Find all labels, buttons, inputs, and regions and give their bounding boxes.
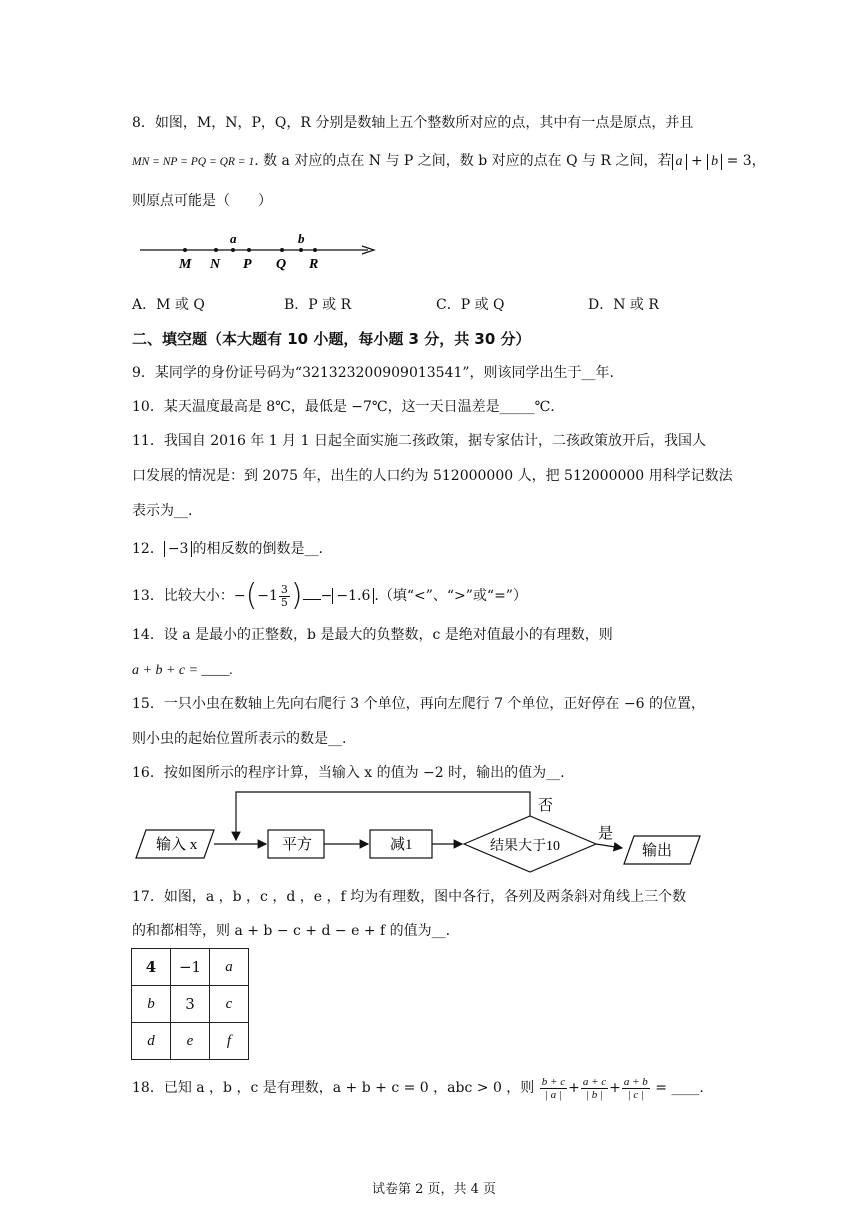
axis-label-b: b xyxy=(298,231,305,246)
section-heading: 二、填空题（本大题有 10 小题，每小题 3 分，共 30 分） xyxy=(132,330,531,348)
axis-point-P xyxy=(247,248,251,252)
q16-flowchart xyxy=(130,786,710,876)
q14-line2: a + b + c = ____. xyxy=(132,663,234,678)
axis-point-N xyxy=(214,248,218,252)
axis-label-N: N xyxy=(210,257,221,272)
q16-text: 16．按如图所示的程序计算，当输入 x 的值为 −2 时，输出的值为__. xyxy=(132,765,565,781)
grid-cell: 4 xyxy=(132,949,171,986)
q8-equation: MN = NP = PQ = QR = 1 xyxy=(132,156,255,168)
grid-cell: 3 xyxy=(171,986,210,1023)
q8-condition: . 数 a 对应的点在 N 与 P 之间，数 b 对应的点在 Q 与 R 之间，若 xyxy=(254,153,672,169)
page-footer: 试卷第 2 页，共 4 页 xyxy=(371,1182,497,1197)
grid-cell: e xyxy=(171,1023,210,1060)
q8-number-line xyxy=(130,228,390,276)
q18-fraction-3: $\frac{a + b}{| c |}$ xyxy=(623,1075,648,1101)
q8-option-d: D．N 或 R xyxy=(588,297,659,313)
axis-point-Q xyxy=(280,248,284,252)
q9: 9．某同学的身份证号码为“321323200909013541”，则该同学出生于__年. xyxy=(132,365,615,381)
q12: 12． −3 的相反数的倒数是__. xyxy=(132,541,323,557)
square-label: 平方 xyxy=(282,837,313,853)
axis-point-M xyxy=(183,248,187,252)
q8-option-b: B．P 或 R xyxy=(284,297,352,313)
q12-abs: −3 xyxy=(164,541,193,557)
axis-label-a: a xyxy=(230,231,237,246)
grid-cell: f xyxy=(210,1023,249,1060)
decision-label: 结果大于10 xyxy=(490,839,560,854)
grid-cell: a xyxy=(210,949,249,986)
no-label: 否 xyxy=(538,798,554,814)
q8-line1: 8．如图，M，N，P，Q，R 分别是数轴上五个整数所对应的点，其中有一点是原点，并且 xyxy=(132,115,694,131)
q17-line2: 的和都相等，则 a + b − c + d − e + f 的值为__. xyxy=(132,923,451,939)
axis-point-b xyxy=(299,248,303,252)
q18-fraction-2: $\frac{a + c}{| b |}$ xyxy=(582,1075,607,1101)
q14-line1: 14．设 a 是最小的正整数，b 是最大的负整数，c 是绝对值最小的有理数，则 xyxy=(132,627,613,643)
q13-fraction: $\frac{3}{5}$ xyxy=(280,582,288,609)
grid-cell: −1 xyxy=(171,949,210,986)
q17-line1: 17．如图，a ，b ，c ，d ，e ，f 均为有理数，图中各行，各列及两条斜对角线上三个数 xyxy=(132,889,687,905)
q8-abs-b: b xyxy=(707,154,722,170)
q18: 18．已知 a ，b ，c 是有理数，a + b + c = 0 ，abc > 0 ，则 $\frac{b + c}{| a |}$ + $\frac{a + c}{| b |}$ + $\frac{a + b}{| c |}$ = ____. xyxy=(132,1075,704,1101)
q8-line2: MN = NP = PQ = QR = 1. 数 a 对应的点在 N 与 P 之间，数 b 对应的点在 Q 与 R 之间，若 a + b = 3， xyxy=(132,153,766,169)
input-label: 输入 x xyxy=(156,837,198,853)
q15-line1: 15．一只小虫在数轴上先向右爬行 3 个单位，再向左爬行 7 个单位，正好停在 −6 的位置， xyxy=(132,696,705,712)
grid-cell: c xyxy=(210,986,249,1023)
q8-line3: 则原点可能是（ ） xyxy=(132,193,272,209)
q10: 10．某天温度最高是 8℃，最低是 −7℃，这一天日温差是_____℃. xyxy=(132,399,555,415)
grid-cell: b xyxy=(132,986,171,1023)
q8-option-c: C．P 或 Q xyxy=(436,297,505,313)
axis-point-R xyxy=(313,248,317,252)
q15-line2: 则小虫的起始位置所表示的数是__. xyxy=(132,731,347,747)
grid-cell: d xyxy=(132,1023,171,1060)
axis-label-R: R xyxy=(309,257,319,272)
q11-line3: 表示为__. xyxy=(132,503,193,519)
axis-label-P: P xyxy=(243,257,252,272)
q13-abs: −1.6 xyxy=(332,588,374,604)
q11-line2: 口发展的情况是：到 2075 年，出生的人口约为 512000000 人，把 512000000 用科学记数法 xyxy=(132,468,733,484)
minus1-label: 减1 xyxy=(390,837,413,853)
axis-label-M: M xyxy=(179,257,192,272)
axis-point-a xyxy=(231,248,235,252)
q11-line1: 11．我国自 2016 年 1 月 1 日起全面实施二孩政策，据专家估计，二孩政策放开后，我国人 xyxy=(132,433,706,449)
yes-label: 是 xyxy=(598,826,614,842)
q8-option-a: A．M 或 Q xyxy=(132,297,205,313)
q8-abs-a: a xyxy=(672,154,687,170)
axis-label-Q: Q xyxy=(276,257,287,272)
q17-magic-square xyxy=(131,948,249,1060)
q18-fraction-1: $\frac{b + c}{| a |}$ xyxy=(541,1075,566,1101)
q13-blank xyxy=(303,585,321,600)
q13: 13．比较大小：−(−1 $\frac{3}{5}$ ) − −1.6 .（填“<”、“>”或“=”） xyxy=(132,578,527,613)
output-label: 输出 xyxy=(642,843,673,859)
flow-arrow xyxy=(596,844,622,848)
